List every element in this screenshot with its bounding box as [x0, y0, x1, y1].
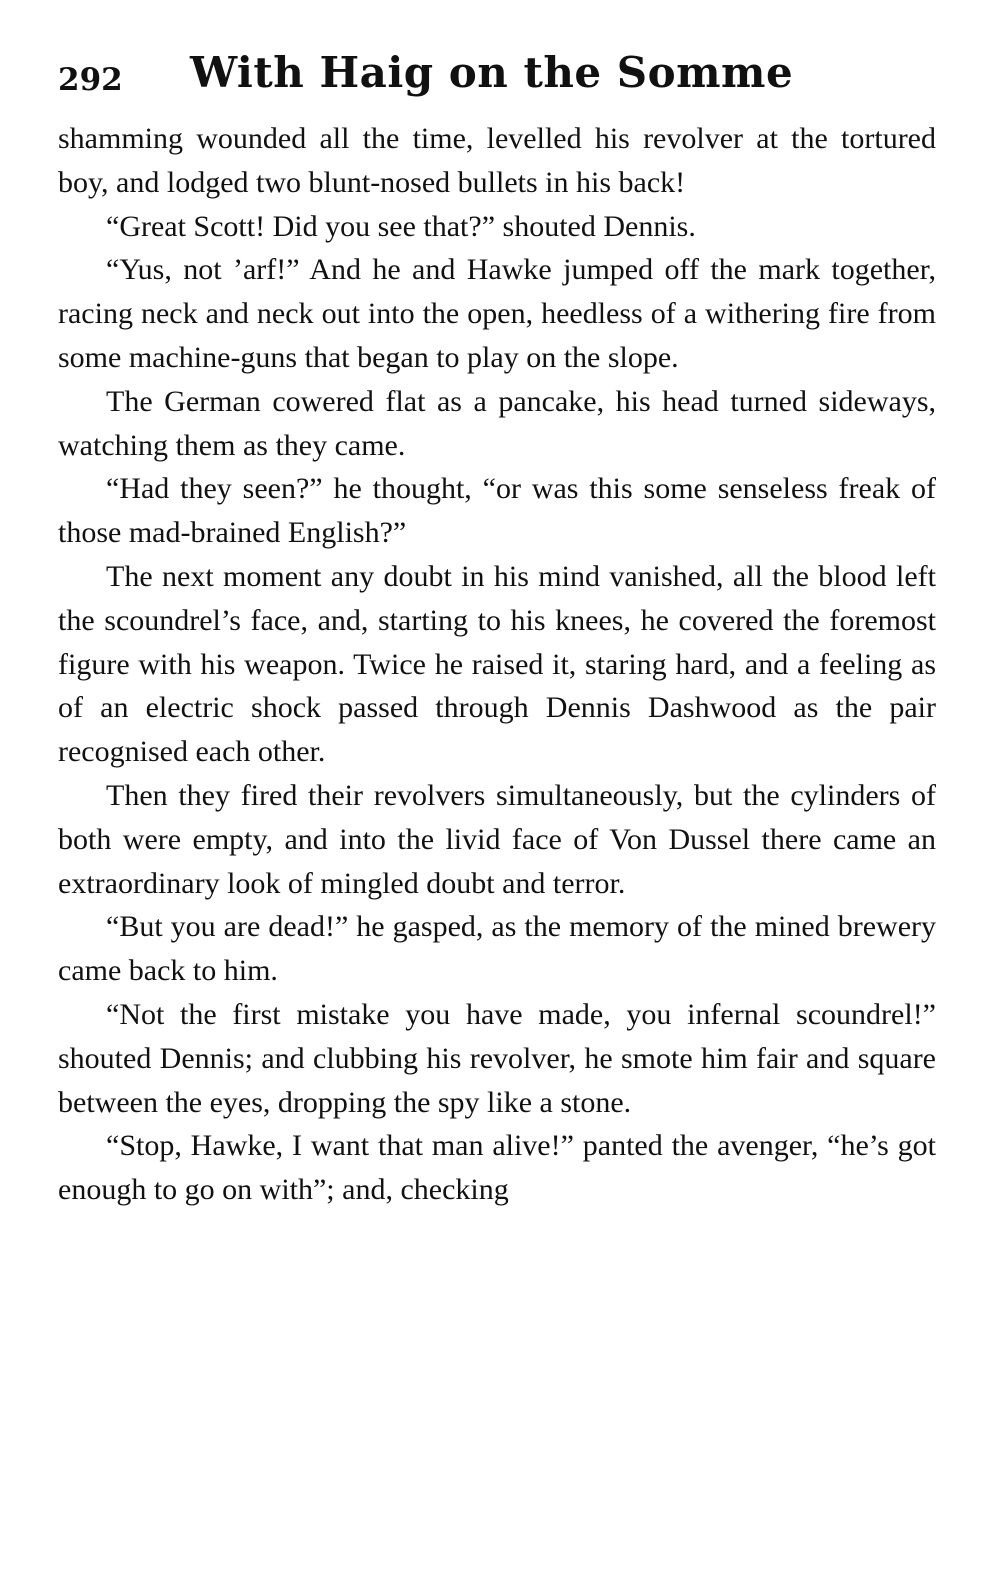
paragraph: Then they fired their revolvers simultaneously, but the cylinders of both were empty, and into the livid face of Von Dussel there came an extraordinary look of mingled doubt and terror. — [58, 778, 936, 900]
page-number: 292 — [58, 62, 123, 98]
paragraph: The next moment any doubt in his mind vanished, all the blood left the scoundrel’s face, and, starting to his knees, he covered the foremost figure with his weapon. Twice he raised it, staring hard, and a feeling as of an electric shock passed through Dennis Dashwood as the pair recognised each other. — [58, 559, 936, 769]
paragraph: shamming wounded all the time, levelled his revolver at the tortured boy, and lodged two blunt-nosed bullets in his back! — [58, 122, 936, 199]
paragraph: “Yus, not ’arf!” And he and Hawke jumped off the mark together, racing neck and neck out into the open, heedless of a withering fire from some machine-guns that began to play on the slope. — [58, 253, 936, 374]
page-header — [58, 48, 938, 104]
body-text — [58, 117, 936, 1212]
paragraph: The German cowered flat as a pancake, his head turned sideways, watching them as they came. — [58, 384, 936, 462]
paragraph: “Great Scott! Did you see that?” shouted Dennis. — [106, 209, 696, 243]
paragraph: “Stop, Hawke, I want that man alive!” panted the avenger, “he’s got enough to go on with”; and, checking — [58, 1129, 936, 1207]
paragraph: “But you are dead!” he gasped, as the memory of the mined brewery came back to him. — [58, 910, 936, 988]
paragraph: “Not the first mistake you have made, you infernal scoundrel!” shouted Dennis; and clubbing his revolver, he smote him fair and square between the eyes, dropping the spy like a stone. — [58, 997, 936, 1119]
paragraph: “Had they seen?” he thought, “or was this some senseless freak of those mad-brained English?” — [58, 472, 936, 550]
running-title: With Haig on the Somme — [190, 48, 794, 97]
